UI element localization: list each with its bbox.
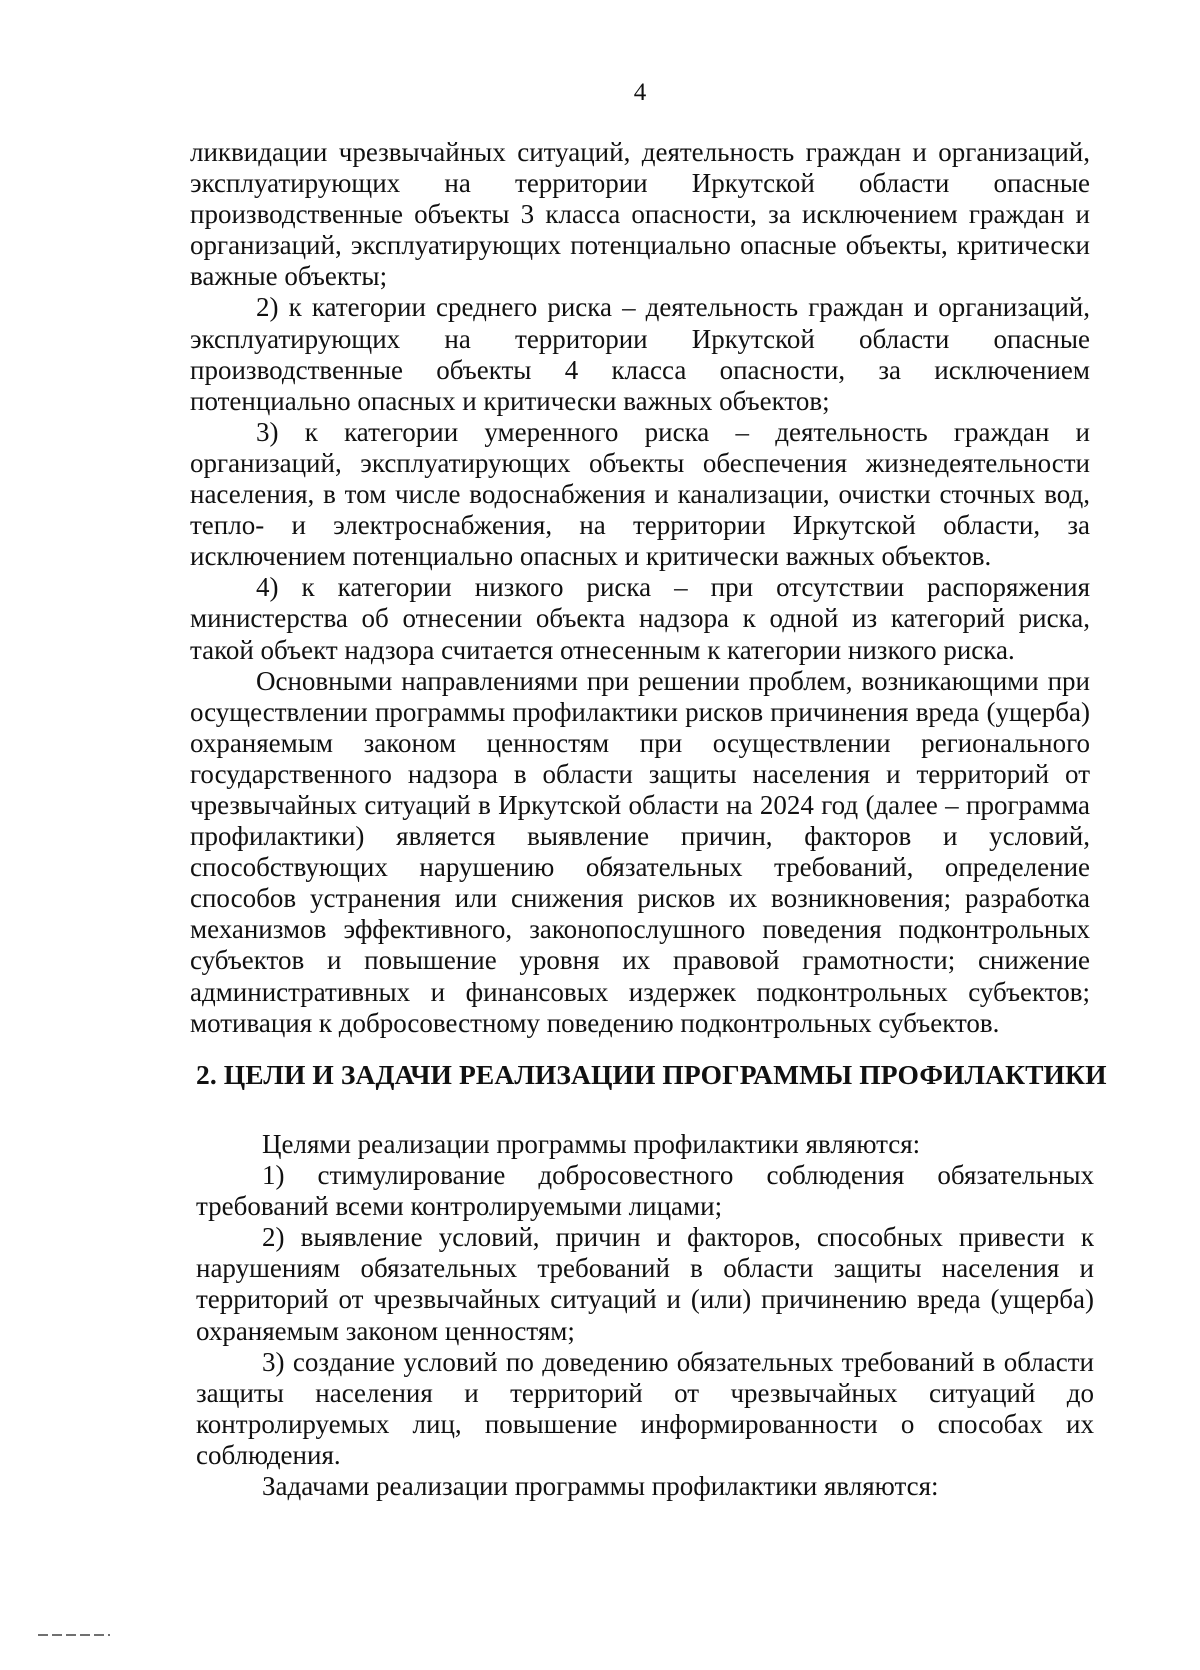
paragraph-goal-2: 2) выявление условий, причин и факторов, способных привести к нарушениям обязательных требований в области защиты населения и территорий от чрезвычайных ситуаций и (или) причинению вреда (ущерба) охраняемым законом ценностям;: [196, 1222, 1094, 1346]
paragraph-goal-1: 1) стимулирование добросовестного соблюдения обязательных требований всеми контролируемыми лицами;: [196, 1160, 1094, 1222]
paragraph-goal-3: 3) создание условий по доведению обязательных требований в области защиты населения и территорий от чрезвычайных ситуаций до контролируемых лиц, повышение информированности о способах их соблюдения.: [196, 1346, 1094, 1470]
body-text-bottom: [196, 1129, 1094, 1502]
paragraph-continuation: ликвидации чрезвычайных ситуаций, деятельность граждан и организаций, эксплуатирующих на территории Иркутской области опасные производственные объекты 3 класса опасности, за исключением граждан и организаций, эксплуатирующих потенциально опасные объекты, критически важные объекты;: [190, 137, 1090, 292]
section-heading: 2. ЦЕЛИ И ЗАДАЧИ РЕАЛИЗАЦИИ ПРОГРАММЫ ПРОФИЛАКТИКИ: [196, 1059, 1107, 1090]
paragraph-low-risk: 4) к категории низкого риска – при отсутствии распоряжения министерства об отнесении объекта надзора к одной из категорий риска, такой объект надзора считается отнесенным к категории низкого риска.: [190, 572, 1090, 665]
paragraph-medium-risk: 2) к категории среднего риска – деятельность граждан и организаций, эксплуатирующих на территории Иркутской области опасные производственные объекты 4 класса опасности, за исключением потенциально опасных и критически важных объектов;: [190, 292, 1090, 416]
paragraph-tasks-intro: Задачами реализации программы профилактики являются:: [262, 1471, 939, 1502]
body-text-top: [190, 137, 1090, 1039]
scan-edge-mark: [38, 1634, 110, 1636]
paragraph-main-directions: Основными направлениями при решении проблем, возникающими при осуществлении программы профилактики рисков причинения вреда (ущерба) охраняемым законом ценностям при осуществлении регионального государственного надзора в области защиты населения и территорий от чрезвычайных ситуаций в Иркутской области на 2024 год (далее – программа профилактики) является выявление причин, факторов и условий, способствующих нарушению обязательных требований, определение способов устранения или снижения рисков их возникновения; разработка механизмов эффективного, законопослушного поведения подконтрольных субъектов и повышение уровня их правовой грамотности; снижение административных и финансовых издержек подконтрольных субъектов; мотивация к добросовестному поведению подконтрольных субъектов.: [190, 665, 1090, 1038]
paragraph-goals-intro: Целями реализации программы профилактики являются:: [262, 1129, 921, 1159]
page-number: 4: [633, 79, 647, 106]
paragraph-moderate-risk: 3) к категории умеренного риска – деятельность граждан и организаций, эксплуатирующих объекты обеспечения жизнедеятельности населения, в том числе водоснабжения и канализации, очистки сточных вод, тепло- и электроснабжения, на территории Иркутской области, за исключением потенциально опасных и критически важных объектов.: [190, 416, 1090, 572]
